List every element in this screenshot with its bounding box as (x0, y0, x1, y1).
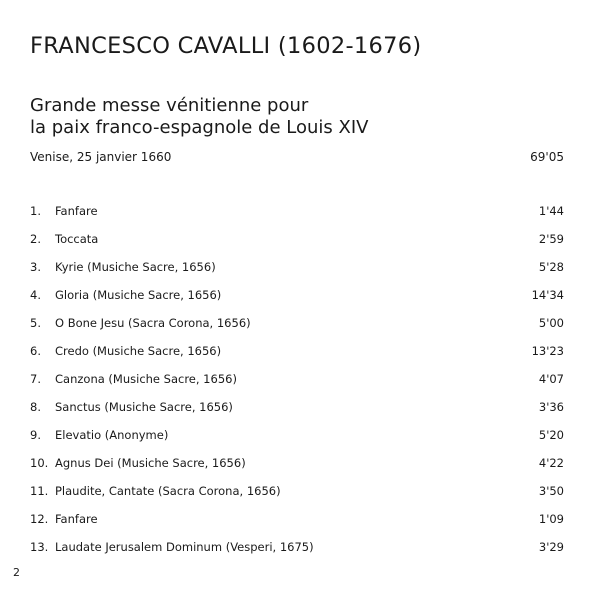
track-duration: 1'09 (538, 512, 564, 526)
track-number: 12. (30, 512, 49, 526)
track-row (30, 371, 564, 399)
track-title: O Bone Jesu (Sacra Corona, 1656) (55, 316, 251, 330)
track-number: 10. (30, 456, 49, 470)
track-title: Elevatio (Anonyme) (55, 428, 169, 442)
total-duration: 69'05 (530, 150, 564, 164)
track-row (30, 539, 564, 567)
track-number: 6. (30, 344, 41, 358)
track-row (30, 259, 564, 287)
track-row (30, 427, 564, 455)
track-title: Laudate Jerusalem Dominum (Vesperi, 1675) (55, 540, 314, 554)
track-duration: 5'00 (538, 316, 564, 330)
work-title-line-1: Grande messe vénitienne pour (30, 95, 309, 116)
track-duration: 3'50 (538, 484, 564, 498)
track-row (30, 315, 564, 343)
place-date: Venise, 25 janvier 1660 (30, 150, 172, 164)
track-number: 13. (30, 540, 49, 554)
composer-heading: FRANCESCO CAVALLI (1602-1676) (30, 33, 422, 59)
page-number: 2 (13, 566, 20, 579)
track-duration: 2'59 (538, 232, 564, 246)
track-number: 2. (30, 232, 41, 246)
work-title-line-2: la paix franco-espagnole de Louis XIV (30, 117, 369, 138)
track-duration: 13'23 (531, 344, 564, 358)
track-title: Agnus Dei (Musiche Sacre, 1656) (55, 456, 246, 470)
track-duration: 1'44 (538, 204, 564, 218)
track-duration: 14'34 (531, 288, 564, 302)
track-number: 5. (30, 316, 41, 330)
track-number: 11. (30, 484, 49, 498)
track-title: Kyrie (Musiche Sacre, 1656) (55, 260, 216, 274)
track-title: Fanfare (55, 512, 98, 526)
track-title: Fanfare (55, 204, 98, 218)
track-title: Canzona (Musiche Sacre, 1656) (55, 372, 237, 386)
track-list (30, 203, 564, 567)
track-title: Gloria (Musiche Sacre, 1656) (55, 288, 222, 302)
track-number: 9. (30, 428, 41, 442)
track-duration: 4'07 (538, 372, 564, 386)
track-duration: 5'20 (538, 428, 564, 442)
track-row (30, 231, 564, 259)
track-row (30, 455, 564, 483)
work-title (30, 95, 368, 139)
track-row (30, 203, 564, 231)
track-number: 7. (30, 372, 41, 386)
track-row (30, 483, 564, 511)
track-title: Toccata (55, 232, 99, 246)
track-duration: 5'28 (538, 260, 564, 274)
track-row (30, 511, 564, 539)
track-duration: 3'36 (538, 400, 564, 414)
track-row (30, 399, 564, 427)
track-title: Sanctus (Musiche Sacre, 1656) (55, 400, 233, 414)
track-row (30, 287, 564, 315)
track-number: 1. (30, 204, 41, 218)
track-title: Plaudite, Cantate (Sacra Corona, 1656) (55, 484, 281, 498)
track-duration: 4'22 (538, 456, 564, 470)
track-number: 4. (30, 288, 41, 302)
track-number: 8. (30, 400, 41, 414)
track-title: Credo (Musiche Sacre, 1656) (55, 344, 222, 358)
track-number: 3. (30, 260, 41, 274)
track-row (30, 343, 564, 371)
track-duration: 3'29 (538, 540, 564, 554)
